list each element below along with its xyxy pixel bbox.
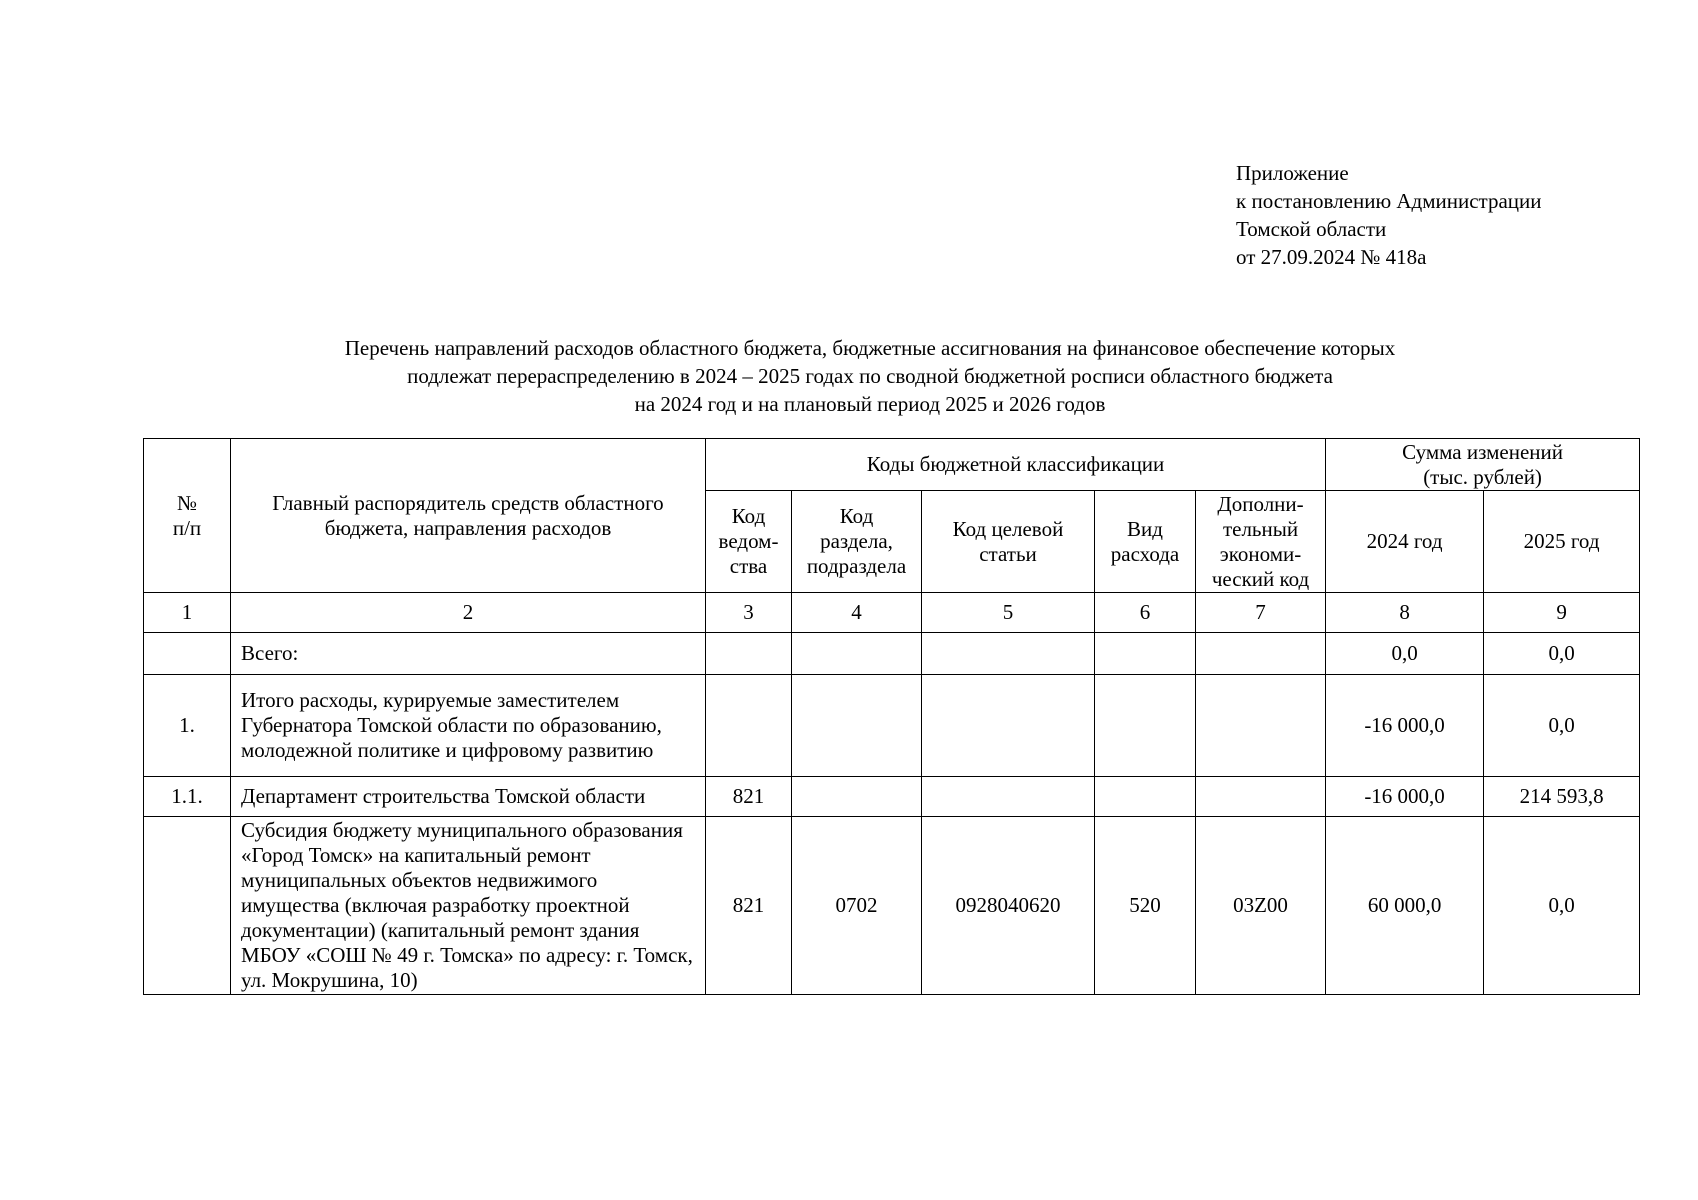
row-sum-2025: 0,0 bbox=[1484, 675, 1640, 777]
title-line-1: Перечень направлений расходов областного бюджета, бюджетные ассигнования на финансовое обеспечение которых bbox=[344, 336, 1396, 360]
row-expense-type bbox=[1095, 675, 1196, 777]
row-section-code bbox=[792, 675, 922, 777]
row-num: 1.1. bbox=[144, 777, 231, 817]
header-extra-code: Дополни-тельный экономи-ческий код bbox=[1196, 491, 1326, 593]
column-numbers-row bbox=[144, 593, 1640, 633]
row-name: Итого расходы, курируемые заместителем Губернатора Томской области по образованию, молодежной политике и цифровому развитию bbox=[231, 675, 706, 777]
header-row-1 bbox=[144, 439, 1640, 491]
column-number: 3 bbox=[706, 593, 792, 633]
annex-line-3: Томской области bbox=[1236, 217, 1387, 241]
row-num: 1. bbox=[144, 675, 231, 777]
row-extra-code bbox=[1196, 675, 1326, 777]
row-section-code bbox=[792, 777, 922, 817]
column-number: 4 bbox=[792, 593, 922, 633]
row-dept-code: 821 bbox=[706, 777, 792, 817]
row-section-code bbox=[792, 633, 922, 675]
table-row bbox=[144, 817, 1640, 995]
row-extra-code bbox=[1196, 777, 1326, 817]
column-number: 1 bbox=[144, 593, 231, 633]
row-sum-2025: 214 593,8 bbox=[1484, 777, 1640, 817]
header-codes-group: Коды бюджетной классификации bbox=[706, 439, 1326, 491]
row-extra-code bbox=[1196, 633, 1326, 675]
row-sum-2024: 60 000,0 bbox=[1326, 817, 1484, 995]
row-name: Субсидия бюджету муниципального образования «Город Томск» на капитальный ремонт муниципальных объектов недвижимого имущества (включая разработку проектной документации) (капитальный ремонт здания МБОУ «СОШ № 49 г. Томска» по адресу: г. Томск, ул. Мокрушина, 10) bbox=[231, 817, 706, 995]
row-target-code bbox=[922, 777, 1095, 817]
row-num bbox=[144, 633, 231, 675]
header-target-code: Код целевой статьи bbox=[922, 491, 1095, 593]
column-number: 2 bbox=[231, 593, 706, 633]
column-number: 5 bbox=[922, 593, 1095, 633]
row-expense-type bbox=[1095, 633, 1196, 675]
column-number: 7 bbox=[1196, 593, 1326, 633]
row-sum-2024: -16 000,0 bbox=[1326, 675, 1484, 777]
row-sum-2025: 0,0 bbox=[1484, 633, 1640, 675]
row-dept-code bbox=[706, 675, 792, 777]
header-sum-group bbox=[1326, 439, 1640, 491]
header-year-2025: 2025 год bbox=[1484, 491, 1640, 593]
header-expense-type: Вид расхода bbox=[1095, 491, 1196, 593]
row-dept-code bbox=[706, 633, 792, 675]
header-num bbox=[144, 439, 231, 593]
row-name: Всего: bbox=[231, 633, 706, 675]
title-line-3: на 2024 год и на плановый период 2025 и 2026 годов bbox=[634, 392, 1106, 416]
annex-block bbox=[1236, 159, 1542, 271]
row-target-code: 0928040620 bbox=[922, 817, 1095, 995]
row-extra-code: 03Z00 bbox=[1196, 817, 1326, 995]
row-sum-2024: 0,0 bbox=[1326, 633, 1484, 675]
row-sum-2024: -16 000,0 bbox=[1326, 777, 1484, 817]
annex-line-4: от 27.09.2024 № 418а bbox=[1236, 245, 1427, 269]
header-section-code: Код раздела, подраздела bbox=[792, 491, 922, 593]
annex-line-1: Приложение bbox=[1236, 161, 1349, 185]
header-name: Главный распорядитель средств областного бюджета, направления расходов bbox=[231, 439, 706, 593]
row-name: Департамент строительства Томской области bbox=[231, 777, 706, 817]
header-year-2024: 2024 год bbox=[1326, 491, 1484, 593]
row-section-code: 0702 bbox=[792, 817, 922, 995]
budget-table bbox=[143, 438, 1640, 995]
row-dept-code: 821 bbox=[706, 817, 792, 995]
header-num-line-2: п/п bbox=[172, 515, 202, 540]
column-number: 6 bbox=[1095, 593, 1196, 633]
row-expense-type: 520 bbox=[1095, 817, 1196, 995]
column-number: 8 bbox=[1326, 593, 1484, 633]
table-row bbox=[144, 777, 1640, 817]
row-num bbox=[144, 817, 231, 995]
header-sum-line-1: Сумма изменений bbox=[1402, 439, 1563, 464]
title-line-2: подлежат перераспределению в 2024 – 2025 годах по сводной бюджетной росписи областного бюджета bbox=[407, 364, 1333, 388]
annex-line-2: к постановлению Администрации bbox=[1236, 189, 1542, 213]
header-dept-code: Код ведом-ства bbox=[706, 491, 792, 593]
document-title bbox=[130, 334, 1610, 418]
column-number: 9 bbox=[1484, 593, 1640, 633]
table-row-total bbox=[144, 633, 1640, 675]
table-row bbox=[144, 675, 1640, 777]
row-expense-type bbox=[1095, 777, 1196, 817]
row-sum-2025: 0,0 bbox=[1484, 817, 1640, 995]
row-target-code bbox=[922, 633, 1095, 675]
row-target-code bbox=[922, 675, 1095, 777]
header-sum-line-2: (тыс. рублей) bbox=[1423, 464, 1542, 489]
header-num-line-1: № bbox=[176, 490, 198, 515]
